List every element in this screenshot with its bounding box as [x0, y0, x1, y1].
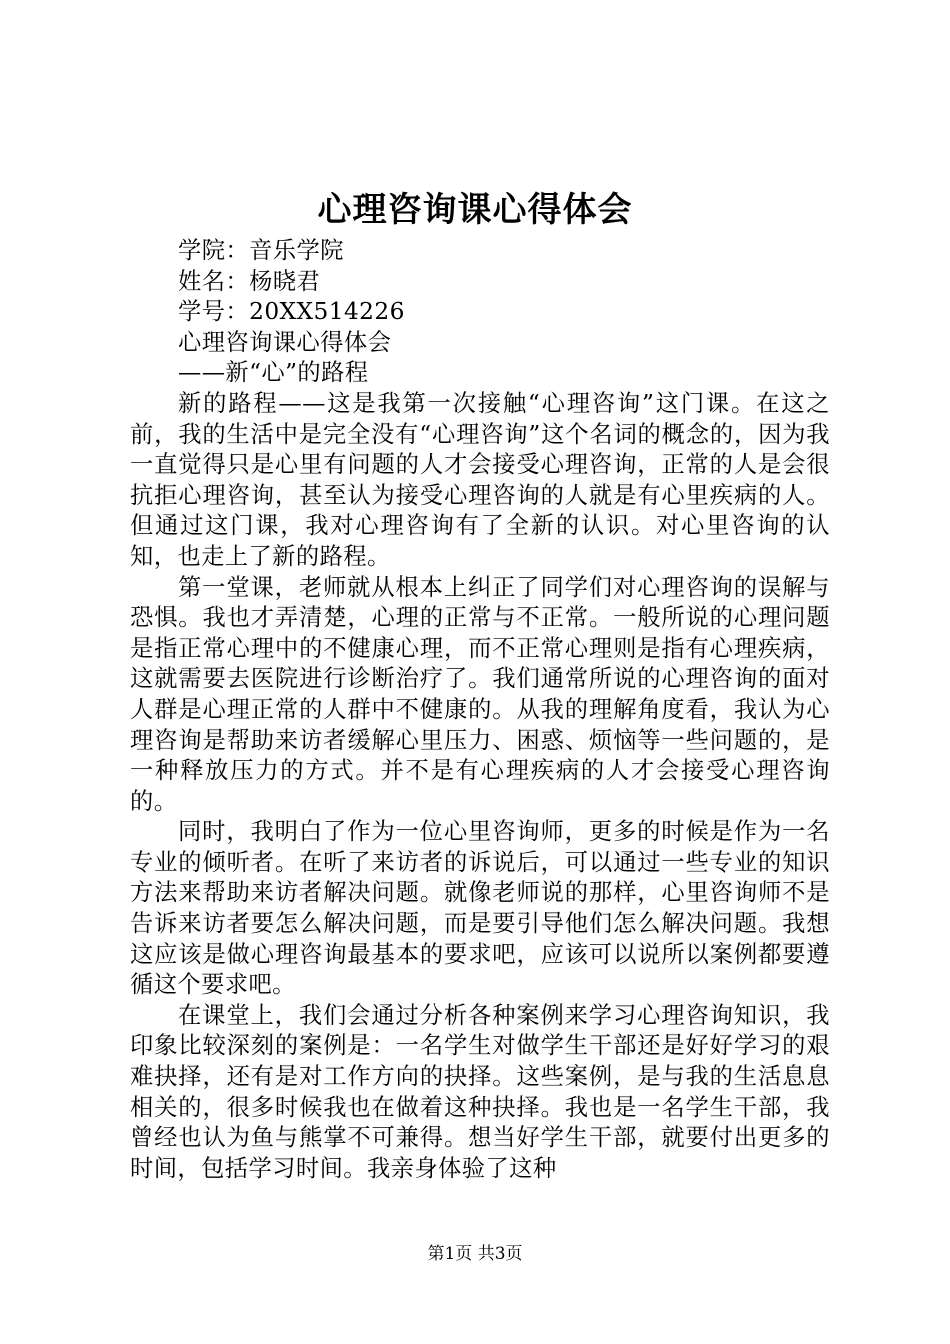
name-line: 姓名：杨晓君: [178, 267, 321, 295]
student-id-line: 学号：20XX514226: [178, 298, 405, 326]
college-line: 学院：音乐学院: [178, 237, 344, 264]
paragraph: 第一堂课，老师就从根本上纠正了同学们对心理咨询的误解与恐惧。我也才弄清楚，心理的正常与不正常。一般所说的心理问题是指正常心理中的不健康心理，而不正常心理则是指有心理疾病，这就需要去医院进行诊断治疗了。我们通常所说的心理咨询的面对人群是心理正常的人群中不健康的。从我的理解角度看，我认为心理咨询是帮助来访者缓解心里压力、困惑、烦恼等一些问题的，是一种释放压力的方式。并不是有心理疾病的人才会接受心理咨询的。: [130, 573, 830, 815]
page-footer: 第1页 共3页: [427, 1244, 523, 1264]
document-title: 心理咨询课心得体会: [317, 190, 633, 230]
paragraph: 新的路程——这是我第一次接触“心理咨询”这门课。在这之前，我的生活中是完全没有“心理咨询”这个名词的概念的，因为我一直觉得只是心里有问题的人才会接受心理咨询，正常的人是会很抗拒心理咨询，甚至认为接受心理咨询的人就是有心里疾病的人。但通过这门课，我对心理咨询有了全新的认识。对心里咨询的认知，也走上了新的路程。: [130, 389, 830, 570]
essay-subtitle-line: ——新“心”的路程: [178, 359, 369, 387]
paragraph: 同时，我明白了作为一位心里咨询师，更多的时候是作为一名专业的倾听者。在听了来访者的诉说后，可以通过一些专业的知识方法来帮助来访者解决问题。就像老师说的那样，心里咨询师不是告诉来访者要怎么解决问题，而是要引导他们怎么解决问题。我想这应该是做心理咨询最基本的要求吧，应该可以说所以案例都要遵循这个要求吧。: [130, 818, 830, 999]
document-body: [130, 236, 830, 1184]
paragraph: 在课堂上，我们会通过分析各种案例来学习心理咨询知识，我印象比较深刻的案例是：一名学生对做学生干部还是好好学习的艰难抉择，还有是对工作方向的抉择。这些案例，是与我的生活息息相关的，很多时候我也在做着这种抉择。我也是一名学生干部，我曾经也认为鱼与熊掌不可兼得。想当好学生干部，就要付出更多的时间，包括学习时间。我亲身体验了这种: [130, 1001, 830, 1182]
essay-title-line: 心理咨询课心得体会: [178, 328, 392, 356]
